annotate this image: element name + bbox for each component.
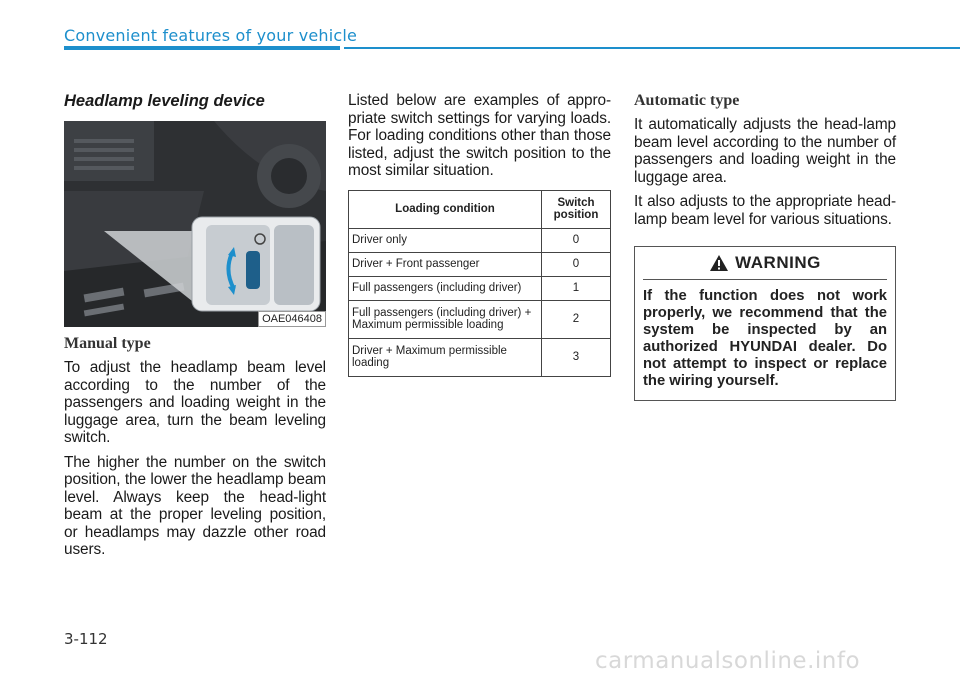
automatic-paragraph-2: It also adjusts to the appropriate head-lamp beam level for various situations. <box>634 193 896 228</box>
cell-position: 2 <box>542 300 611 338</box>
manual-paragraph-1: To adjust the headlamp beam level according to the number of the passengers and loading weight in the luggage area, turn the beam leveling switch. <box>64 359 326 446</box>
cell-condition: Driver + Maximum permissible loading <box>349 338 542 376</box>
table-row <box>349 338 611 376</box>
manual-paragraph-2: The higher the number on the switch position, the lower the headlamp beam level. Always keep the head-light beam at the proper leveling position, or headlamps may dazzle other road users. <box>64 453 326 558</box>
header-switch-position: Switch position <box>542 190 611 228</box>
warning-text: If the function does not work properly, we recommend that the system be inspected by an authorized HYUNDAI dealer. Do not attempt to inspect or replace the wiring yourself. <box>643 288 887 389</box>
figure-code: OAE046408 <box>258 311 326 327</box>
cell-position: 1 <box>542 276 611 300</box>
table-row <box>349 300 611 338</box>
table-row <box>349 276 611 300</box>
table-row <box>349 228 611 252</box>
header-rule-thick <box>64 46 340 50</box>
cell-condition: Full passengers (including driver) + Maximum permissible loading <box>349 300 542 338</box>
cell-condition: Driver only <box>349 228 542 252</box>
cell-condition: Full passengers (including driver) <box>349 276 542 300</box>
manual-type-heading: Manual type <box>64 335 151 352</box>
header-loading-condition: Loading condition <box>349 190 542 228</box>
table-header-row <box>349 190 611 228</box>
cell-position: 0 <box>542 252 611 276</box>
header-title: Convenient features of your vehicle <box>64 26 358 45</box>
headlamp-switch-figure <box>64 121 326 327</box>
section-title: Headlamp leveling device <box>64 92 265 110</box>
warning-triangle-icon <box>709 254 729 272</box>
cell-condition: Driver + Front passenger <box>349 252 542 276</box>
cell-position: 3 <box>542 338 611 376</box>
automatic-type-heading: Automatic type <box>634 92 740 109</box>
middle-column <box>348 92 611 377</box>
page-number: 3-112 <box>64 630 108 648</box>
left-column <box>64 92 326 566</box>
warning-title: WARNING <box>735 253 821 272</box>
dashboard-illustration <box>64 121 326 327</box>
watermark: carmanualsonline.info <box>595 648 861 674</box>
header-rule-thin <box>344 47 960 49</box>
automatic-paragraph-1: It automatically adjusts the head-lamp beam level according to the number of passengers and loading weight in the luggage area. <box>634 116 896 186</box>
loading-table <box>348 190 611 377</box>
table-row <box>349 252 611 276</box>
warning-box <box>634 246 896 401</box>
cell-position: 0 <box>542 228 611 252</box>
warning-header <box>635 247 895 279</box>
right-column <box>634 92 896 401</box>
table-intro: Listed below are examples of appro-priate switch settings for varying loads. For loading conditions other than those listed, adjust the switch position to the most similar situation. <box>348 92 611 179</box>
